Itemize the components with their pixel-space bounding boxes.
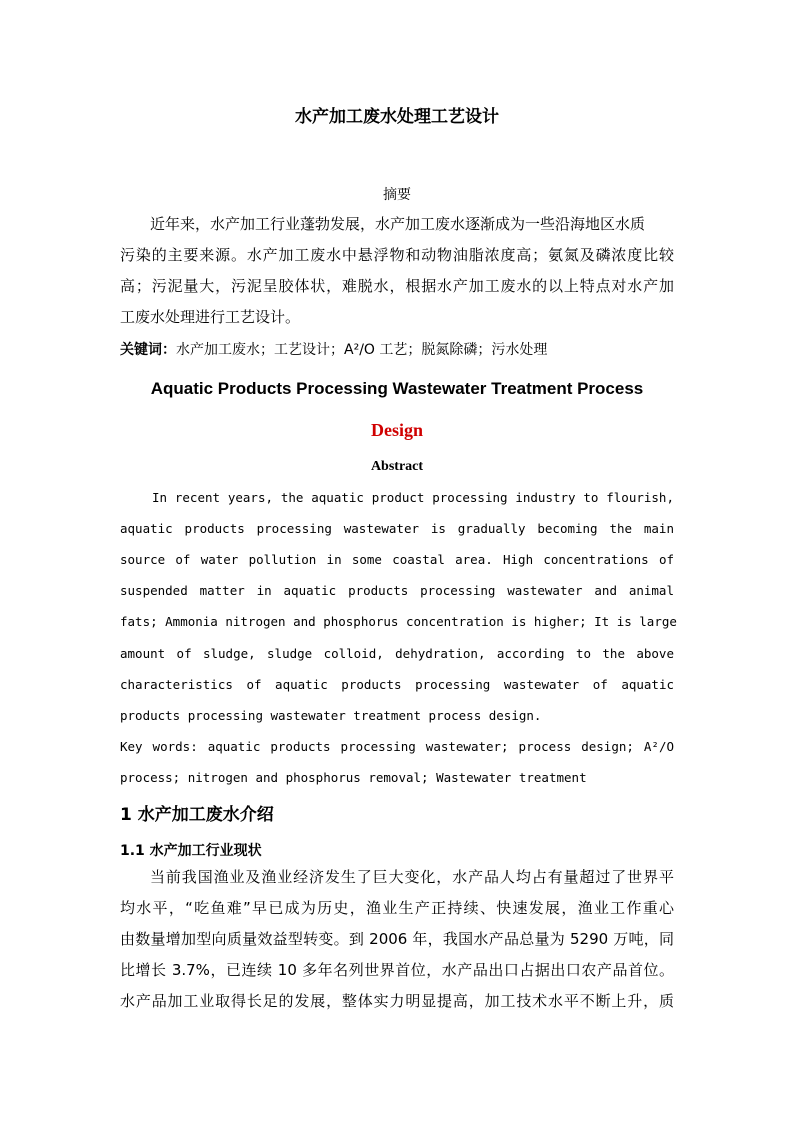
abstract-heading-en: Abstract xyxy=(370,459,424,474)
keywords-label-cn: 关键词： xyxy=(120,342,176,358)
body-line: 当前我国渔业及渔业经济发生了巨大变化，水产品人均占有量超过了世界平 xyxy=(150,868,674,886)
document-title-en-line1: Aquatic Products Processing Wastewater Treatment Process xyxy=(150,379,644,398)
section-1-1-body xyxy=(120,862,674,1017)
body-line: 由数量增加型向质量效益型转变。到 2006 年，我国水产品总量为 5290 万吨，同 xyxy=(120,930,674,948)
abstract-en-line: fats; Ammonia nitrogen and phosphorus concentration is higher; It is large xyxy=(120,614,677,629)
abstract-paragraph-cn xyxy=(120,209,674,333)
abstract-en-line: products processing wastewater treatment process design. xyxy=(120,708,542,723)
abstract-en-line: suspended matter in aquatic products processing wastewater and animal xyxy=(120,583,674,598)
body-line: 水产品加工业取得长足的发展，整体实力明显提高，加工技术水平不断上升，质 xyxy=(120,992,674,1010)
keywords-en-line2: process; nitrogen and phosphorus removal; Wastewater treatment xyxy=(120,770,587,785)
section-heading-1: 1 水产加工废水介绍 xyxy=(120,805,274,825)
abstract-cn-line: 污染的主要来源。水产加工废水中悬浮物和动物油脂浓度高；氨氮及磷浓度比较 xyxy=(120,246,674,264)
keywords-value-cn: 水产加工废水；工艺设计；A²/O 工艺；脱氮除磷；污水处理 xyxy=(176,342,548,358)
document-title-en-line2: Design xyxy=(370,420,423,440)
body-line: 均水平，“吃鱼难”早已成为历史，渔业生产正持续、快速发展，渔业工作重心 xyxy=(120,899,674,917)
abstract-cn-line: 工废水处理进行工艺设计。 xyxy=(120,308,301,326)
abstract-heading-cn: 摘要 xyxy=(383,187,411,203)
abstract-en-line: In recent years, the aquatic product processing industry to flourish, xyxy=(152,490,674,505)
keywords-cn xyxy=(120,338,680,362)
abstract-en-line: amount of sludge, sludge colloid, dehydration, according to the above xyxy=(120,646,674,661)
abstract-en-line: characteristics of aquatic products processing wastewater of aquatic xyxy=(120,677,674,692)
abstract-en-line: aquatic products processing wastewater is gradually becoming the main xyxy=(120,521,674,536)
body-line: 比增长 3.7%，已连续 10 多年名列世界首位，水产品出口占据出口农产品首位。 xyxy=(120,961,674,979)
document-title-cn: 水产加工废水处理工艺设计 xyxy=(295,107,499,127)
abstract-cn-line: 近年来，水产加工行业蓬勃发展，水产加工废水逐渐成为一些沿海地区水质 xyxy=(150,215,646,233)
abstract-en-line: source of water pollution in some coastal area. High concentrations of xyxy=(120,552,674,567)
subsection-heading-1-1: 1.1 水产加工行业现状 xyxy=(120,843,262,859)
abstract-cn-line: 高；污泥量大，污泥呈胶体状，难脱水，根据水产加工废水的以上特点对水产加 xyxy=(120,277,674,295)
keywords-en-line1: Key words: aquatic products processing wastewater; process design; A²/O xyxy=(120,739,674,754)
